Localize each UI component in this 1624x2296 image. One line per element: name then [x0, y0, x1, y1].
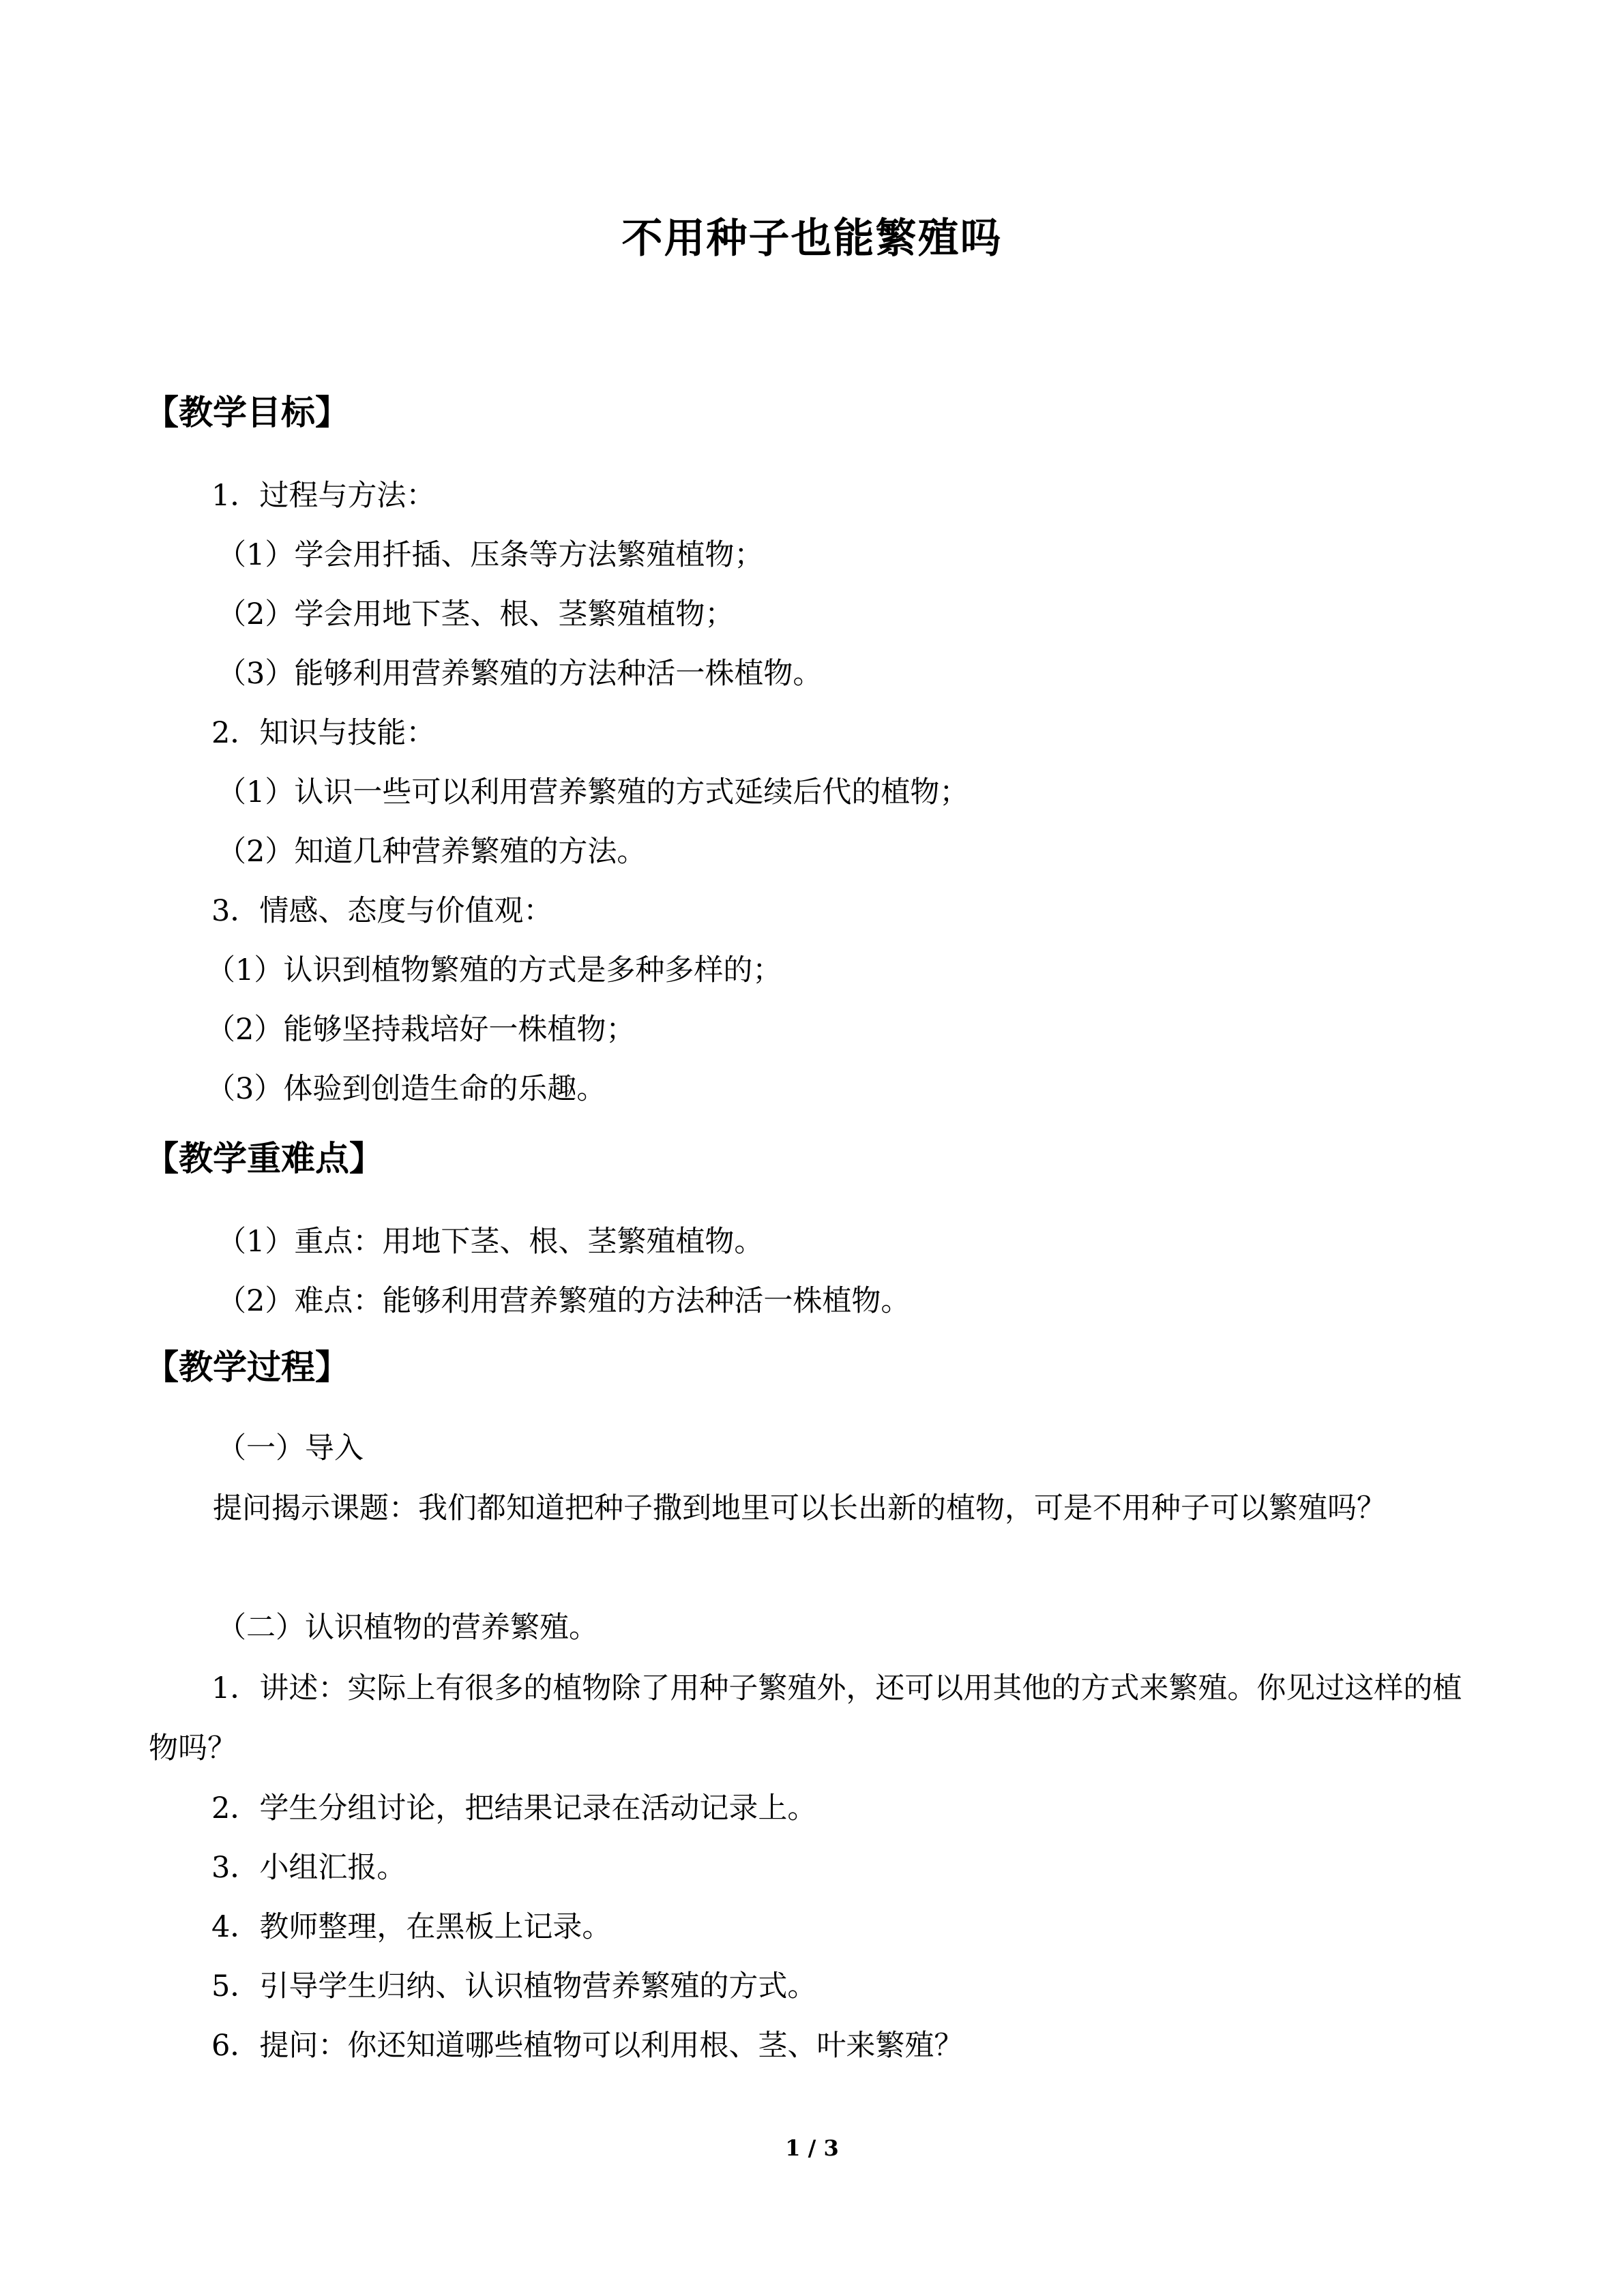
objective-line: （2）知道几种营养繁殖的方法。 — [217, 835, 647, 869]
keypoint-line: （1）重点：用地下茎、根、茎繁殖植物。 — [217, 1225, 764, 1259]
process-line: （二）认识植物的营养繁殖。 — [217, 1611, 598, 1645]
process-paragraph: 1．讲述：实际上有很多的植物除了用种子繁殖外，还可以用其他的方式来繁殖。你见过这样的植物吗？ — [149, 1671, 1462, 1765]
objective-line: （1）认识到植物繁殖的方式是多种多样的； — [206, 953, 782, 987]
objective-line: 3．情感、态度与价值观： — [211, 894, 553, 928]
objective-line: （3）体验到创造生命的乐趣。 — [206, 1072, 606, 1106]
section-heading-keypoints: 【教学重难点】 — [145, 1139, 383, 1178]
section-heading-process: 【教学过程】 — [145, 1347, 349, 1387]
process-line: 3．小组汇报。 — [211, 1851, 407, 1885]
page-number: 1 / 3 — [785, 2135, 839, 2161]
keypoint-line: （2）难点：能够利用营养繁殖的方法种活一株植物。 — [217, 1284, 911, 1318]
process-line: 4．教师整理，在黑板上记录。 — [211, 1910, 612, 1944]
process-line: 5．引导学生归纳、认识植物营养繁殖的方式。 — [211, 1969, 817, 2003]
process-paragraph: 提问揭示课题：我们都知道把种子撒到地里可以长出新的植物，可是不用种子可以繁殖吗？ — [213, 1491, 1386, 1525]
objective-line: （2）学会用地下茎、根、茎繁殖植物； — [217, 597, 735, 631]
objective-line: （2）能够坚持栽培好一株植物； — [206, 1013, 636, 1047]
objective-line: （3）能够利用营养繁殖的方法种活一株植物。 — [217, 657, 823, 691]
process-line: 6．提问：你还知道哪些植物可以利用根、茎、叶来繁殖？ — [211, 2029, 964, 2063]
process-line: （一）导入 — [217, 1431, 364, 1465]
objective-line: 2．知识与技能： — [211, 716, 436, 750]
page-title: 不用种子也能繁殖吗 — [621, 215, 1003, 263]
objective-line: （1）认识一些可以利用营养繁殖的方式延续后代的植物； — [217, 775, 969, 809]
process-line: 2．学生分组讨论，把结果记录在活动记录上。 — [211, 1791, 817, 1825]
objective-line: （1）学会用扦插、压条等方法繁殖植物； — [217, 538, 764, 572]
objective-line: 1．过程与方法： — [211, 479, 436, 513]
section-heading-objectives: 【教学目标】 — [145, 393, 349, 432]
